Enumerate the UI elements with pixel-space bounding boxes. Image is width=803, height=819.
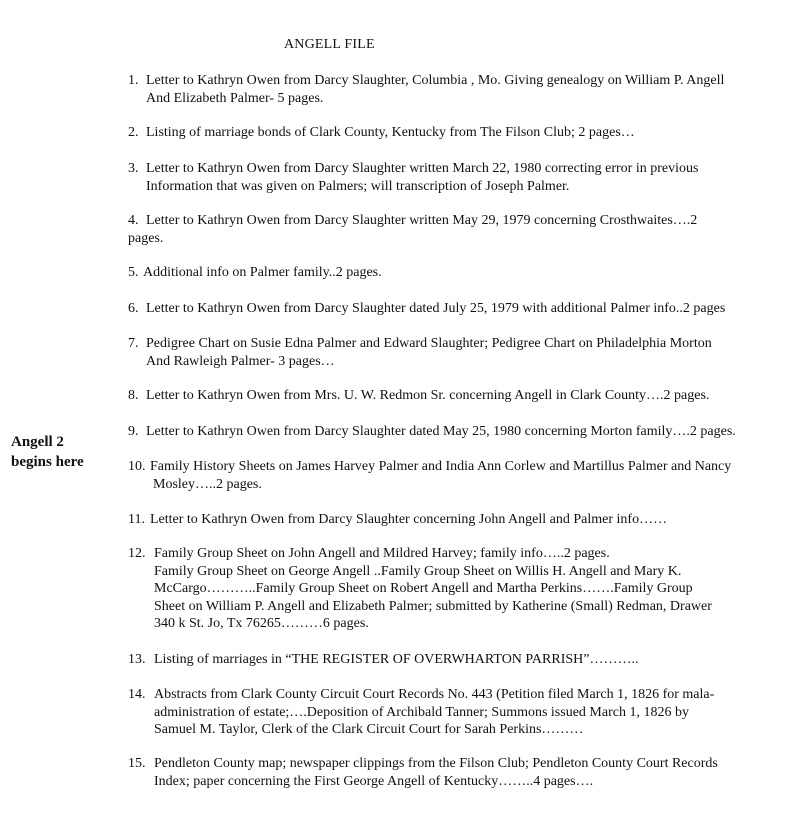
list-item: [128, 686, 714, 739]
list-item-continuation-line: McCargo………..Family Group Sheet on Robert Angell and Martha Perkins…….Family Group: [154, 581, 693, 596]
list-item: [128, 212, 697, 247]
list-item-text: Additional info on Palmer family..2 pages.: [143, 265, 382, 280]
list-item-continuation-line: Sheet on William P. Angell and Elizabeth Palmer; submitted by Katherine (Small) Redman, Drawer: [154, 598, 712, 614]
list-item-continuation-line: 340 k St. Jo, Tx 76265………6 pages.: [154, 616, 369, 631]
list-item-number: 15.: [128, 756, 146, 771]
list-item-continuation-line: Samuel M. Taylor, Clerk of the Clark Circuit Court for Sarah Perkins………: [154, 722, 584, 737]
list-item-number: 9.: [128, 424, 139, 439]
list-item: [128, 264, 382, 282]
list-item-text: Letter to Kathryn Owen from Darcy Slaughter written May 29, 1979 concerning Crosthwaites….2: [146, 213, 698, 228]
side-note-line-1: Angell 2: [11, 434, 64, 450]
page-title: ANGELL FILE: [284, 37, 375, 52]
list-item-number: 10.: [128, 459, 146, 474]
list-item: [128, 755, 718, 790]
list-item-first-line: [128, 458, 731, 476]
list-item: [128, 511, 667, 529]
list-item: [128, 651, 638, 669]
list-item-number: 14.: [128, 687, 146, 702]
list-item-text: Letter to Kathryn Owen from Darcy Slaughter, Columbia , Mo. Giving genealogy on William P. Angell: [146, 73, 725, 88]
list-item-first-line: [128, 264, 382, 282]
list-item-text: Letter to Kathryn Owen from Darcy Slaughter written March 22, 1980 correcting error in previous: [146, 161, 699, 176]
list-item-number: 7.: [128, 336, 139, 351]
list-item-number: 3.: [128, 161, 139, 176]
list-item: [128, 300, 725, 318]
list-item-continuation-line: pages.: [128, 230, 164, 246]
list-item-first-line: [128, 124, 635, 142]
list-item-text: Letter to Kathryn Owen from Darcy Slaughter dated July 25, 1979 with additional Palmer info..2 pages: [146, 301, 726, 316]
list-item-continuation-line: And Elizabeth Palmer- 5 pages.: [146, 90, 324, 106]
list-item-text: Pendleton County map; newspaper clippings from the Filson Club; Pendleton County Court Records: [154, 756, 718, 771]
list-item-number: 11.: [128, 512, 145, 527]
side-note-line-2: begins here: [11, 454, 84, 470]
list-item: [128, 545, 712, 633]
list-item-continuation-line: administration of estate;….Deposition of Archibald Tanner; Summons issued March 1, 1826 by: [154, 704, 689, 720]
list-item-number: 4.: [128, 213, 139, 228]
list-item-text: Abstracts from Clark County Circuit Court Records No. 443 (Petition filed March 1, 1826 for mala-: [154, 687, 715, 702]
list-item: [128, 160, 698, 195]
list-item-text: Family History Sheets on James Harvey Palmer and India Ann Corlew and Martillus Palmer and Nancy: [150, 459, 732, 474]
list-item-continuation-line: Mosley…..2 pages.: [153, 476, 262, 492]
list-item-first-line: [128, 755, 718, 773]
list-item: [128, 387, 709, 405]
list-item-number: 8.: [128, 388, 139, 403]
list-item-number: 2.: [128, 125, 139, 140]
list-item-continuation-line: Information that was given on Palmers; will transcription of Joseph Palmer.: [146, 178, 570, 194]
list-item-continuation-line: Family Group Sheet on George Angell ..Family Group Sheet on Willis H. Angell and Mary K.: [154, 563, 682, 579]
list-item-first-line: [128, 72, 724, 90]
list-item-first-line: [128, 387, 709, 405]
list-item-text: Letter to Kathryn Owen from Darcy Slaughter concerning John Angell and Palmer info……: [150, 512, 668, 527]
list-item-text: Pedigree Chart on Susie Edna Palmer and Edward Slaughter; Pedigree Chart on Philadelphia Morton: [146, 336, 712, 351]
list-item-number: 5.: [128, 265, 139, 280]
list-item-number: 13.: [128, 652, 146, 667]
list-item-first-line: [128, 423, 736, 441]
list-item-first-line: [128, 160, 698, 178]
list-item-first-line: [128, 651, 638, 669]
list-item-first-line: [128, 545, 712, 563]
list-item-number: 12.: [128, 546, 146, 561]
list-item-text: Family Group Sheet on John Angell and Mildred Harvey; family info…..2 pages.: [154, 546, 610, 561]
list-item-number: 1.: [128, 73, 139, 88]
side-note: [11, 432, 84, 472]
list-item-first-line: [128, 335, 712, 353]
list-item: [128, 458, 731, 493]
list-item: [128, 72, 724, 107]
list-item-first-line: [128, 511, 667, 529]
list-item-first-line: [128, 300, 725, 318]
list-item: [128, 423, 736, 441]
list-item: [128, 124, 635, 142]
list-item-text: Listing of marriage bonds of Clark County, Kentucky from The Filson Club; 2 pages…: [146, 125, 635, 140]
list-item: [128, 335, 712, 370]
list-item-text: Letter to Kathryn Owen from Mrs. U. W. Redmon Sr. concerning Angell in Clark County….2 pages.: [146, 388, 710, 403]
list-item-continuation-line: And Rawleigh Palmer- 3 pages…: [146, 353, 335, 369]
list-item-continuation-line: Index; paper concerning the First George Angell of Kentucky……..4 pages….: [154, 773, 594, 789]
list-item-number: 6.: [128, 301, 139, 316]
list-item-first-line: [128, 212, 697, 230]
list-item-text: Letter to Kathryn Owen from Darcy Slaughter dated May 25, 1980 concerning Morton family….2 pages.: [146, 424, 736, 439]
list-item-first-line: [128, 686, 714, 704]
list-item-text: Listing of marriages in “THE REGISTER OF OVERWHARTON PARRISH”………..: [154, 652, 639, 667]
